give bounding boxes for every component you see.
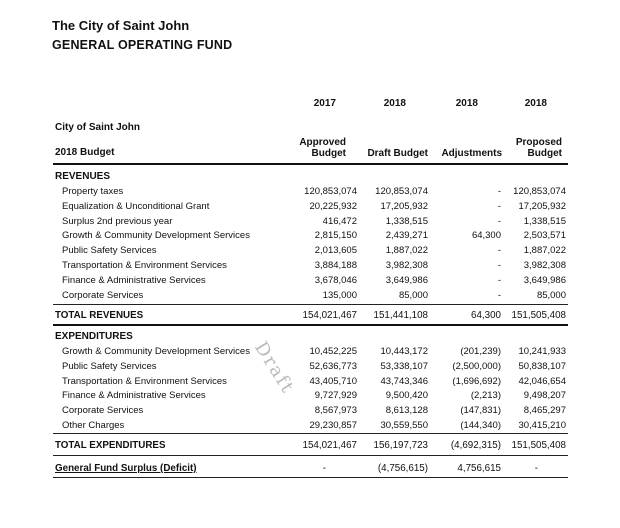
row-value: - bbox=[497, 289, 501, 301]
row-value: 50,838,107 bbox=[518, 360, 566, 372]
row-value: 1,338,515 bbox=[523, 215, 566, 227]
row-value: - bbox=[497, 200, 501, 212]
year-col-2: 2018 bbox=[383, 98, 406, 109]
row-label: Finance & Administrative Services bbox=[62, 274, 206, 286]
row-value: 1,887,022 bbox=[385, 245, 428, 257]
row-value: 10,241,933 bbox=[518, 346, 566, 357]
row-value: 64,300 bbox=[471, 230, 501, 242]
table-row bbox=[0, 230, 620, 244]
row-value: 17,205,932 bbox=[380, 200, 428, 212]
row-value: 3,678,046 bbox=[314, 274, 357, 286]
surplus-row: General Fund Surplus (Deficit) - (4,756,615) 4,756,615 - bbox=[55, 463, 538, 474]
row-label: Surplus 2nd previous year bbox=[62, 215, 173, 227]
table-row bbox=[0, 201, 620, 215]
row-value: 10,452,225 bbox=[309, 346, 357, 357]
draft-watermark: Draft bbox=[250, 338, 299, 399]
year-col-4: 2018 bbox=[524, 98, 547, 109]
row-value: (201,239) bbox=[460, 346, 501, 357]
revenues-section-rule bbox=[53, 324, 568, 326]
table-row bbox=[0, 245, 620, 259]
row-label: Equalization & Unconditional Grant bbox=[62, 200, 210, 212]
expenditures-section-rule bbox=[53, 455, 568, 456]
row-value: 3,982,308 bbox=[523, 260, 566, 271]
row-label: Growth & Community Development Services bbox=[62, 346, 250, 357]
row-value: - bbox=[497, 186, 501, 197]
row-value: 8,613,128 bbox=[385, 405, 428, 417]
row-label: Public Safety Services bbox=[62, 360, 157, 372]
revenues-total-rule bbox=[53, 304, 568, 305]
table-row bbox=[0, 346, 620, 360]
row-value: 42,046,654 bbox=[518, 375, 566, 387]
row-value: 30,559,550 bbox=[380, 420, 428, 431]
row-value: 1,887,022 bbox=[523, 245, 566, 257]
table-row bbox=[0, 260, 620, 274]
table-row bbox=[0, 420, 620, 434]
row-value: 9,498,207 bbox=[523, 390, 566, 402]
table-row bbox=[0, 186, 620, 200]
row-value: 8,567,973 bbox=[314, 405, 357, 417]
row-value: (144,340) bbox=[460, 420, 501, 431]
row-value: 2,439,271 bbox=[385, 230, 428, 242]
year-col-3: 2018 bbox=[455, 98, 478, 109]
table-row bbox=[0, 390, 620, 404]
row-value: 120,853,074 bbox=[375, 186, 428, 197]
row-label: Corporate Services bbox=[62, 405, 144, 417]
col-header-draft: Draft Budget bbox=[367, 148, 428, 159]
row-label: Transportation & Environment Services bbox=[62, 375, 227, 387]
row-value: 53,338,107 bbox=[380, 360, 428, 372]
row-value: 43,405,710 bbox=[309, 375, 357, 387]
row-value: 2,503,571 bbox=[523, 230, 566, 242]
table-row bbox=[0, 290, 620, 304]
row-value: 3,884,188 bbox=[314, 260, 357, 271]
row-value: 29,230,857 bbox=[309, 420, 357, 431]
org-title: The City of Saint John bbox=[52, 18, 190, 33]
row-value: 135,000 bbox=[322, 289, 357, 301]
table-row bbox=[0, 275, 620, 289]
row-value: - bbox=[497, 215, 501, 227]
row-value: 120,853,074 bbox=[304, 186, 357, 197]
row-value: (2,213) bbox=[470, 390, 501, 402]
row-value: (1,696,692) bbox=[452, 375, 501, 387]
col-header-proposed: Proposed Budget bbox=[515, 137, 562, 159]
row-label: Property taxes bbox=[62, 186, 124, 197]
row-value: 9,727,929 bbox=[314, 390, 357, 402]
subtitle: City of Saint John bbox=[55, 122, 140, 133]
row-value: 120,853,074 bbox=[513, 186, 566, 197]
row-value: 2,815,150 bbox=[314, 230, 357, 242]
table-row bbox=[0, 361, 620, 375]
row-value: 8,465,297 bbox=[523, 405, 566, 417]
header-rule bbox=[53, 163, 568, 165]
table-row bbox=[0, 216, 620, 230]
revenues-heading: REVENUES bbox=[55, 171, 111, 182]
row-value: 85,000 bbox=[536, 289, 566, 301]
row-value: - bbox=[497, 260, 501, 271]
expenditures-total-rule bbox=[53, 433, 568, 434]
surplus-rule bbox=[53, 477, 568, 478]
row-value: - bbox=[497, 274, 501, 286]
row-value: 30,415,210 bbox=[518, 420, 566, 431]
row-value: 20,225,932 bbox=[309, 200, 357, 212]
row-value: 43,743,346 bbox=[380, 375, 428, 387]
row-value: 17,205,932 bbox=[518, 200, 566, 212]
row-value: - bbox=[497, 245, 501, 257]
row-value: 3,649,986 bbox=[385, 274, 428, 286]
row-label: Public Safety Services bbox=[62, 245, 157, 257]
row-value: 416,472 bbox=[322, 215, 357, 227]
row-value: 2,013,605 bbox=[314, 245, 357, 257]
table-row bbox=[0, 405, 620, 419]
row-value: 1,338,515 bbox=[385, 215, 428, 227]
row-value: 52,636,773 bbox=[309, 360, 357, 372]
row-label: Other Charges bbox=[62, 420, 125, 431]
row-value: 10,443,172 bbox=[380, 346, 428, 357]
year-col-1: 2017 bbox=[313, 98, 336, 109]
expenditures-heading: EXPENDITURES bbox=[55, 331, 133, 342]
col-header-adjustments: Adjustments bbox=[441, 148, 502, 159]
row-value: 9,500,420 bbox=[385, 390, 428, 402]
total-revenues-row: TOTAL REVENUES 154,021,467 151,441,108 64,300 151,505,408 bbox=[55, 310, 566, 321]
row-value: (2,500,000) bbox=[452, 360, 501, 372]
col-header-approved: Approved Budget bbox=[299, 137, 346, 159]
fund-title: GENERAL OPERATING FUND bbox=[52, 38, 233, 52]
row-label: Growth & Community Development Services bbox=[62, 230, 250, 242]
row-value: 3,982,308 bbox=[385, 260, 428, 271]
row-value: (147,831) bbox=[460, 405, 501, 417]
row-label: Corporate Services bbox=[62, 289, 144, 301]
row-value: 3,649,986 bbox=[523, 274, 566, 286]
row-value: 85,000 bbox=[398, 289, 428, 301]
budget-label: 2018 Budget bbox=[55, 147, 115, 158]
table-row bbox=[0, 376, 620, 390]
row-label: Finance & Administrative Services bbox=[62, 390, 206, 402]
total-expenditures-row: TOTAL EXPENDITURES 154,021,467 156,197,723 (4,692,315) 151,505,408 bbox=[55, 440, 566, 451]
row-label: Transportation & Environment Services bbox=[62, 260, 227, 271]
